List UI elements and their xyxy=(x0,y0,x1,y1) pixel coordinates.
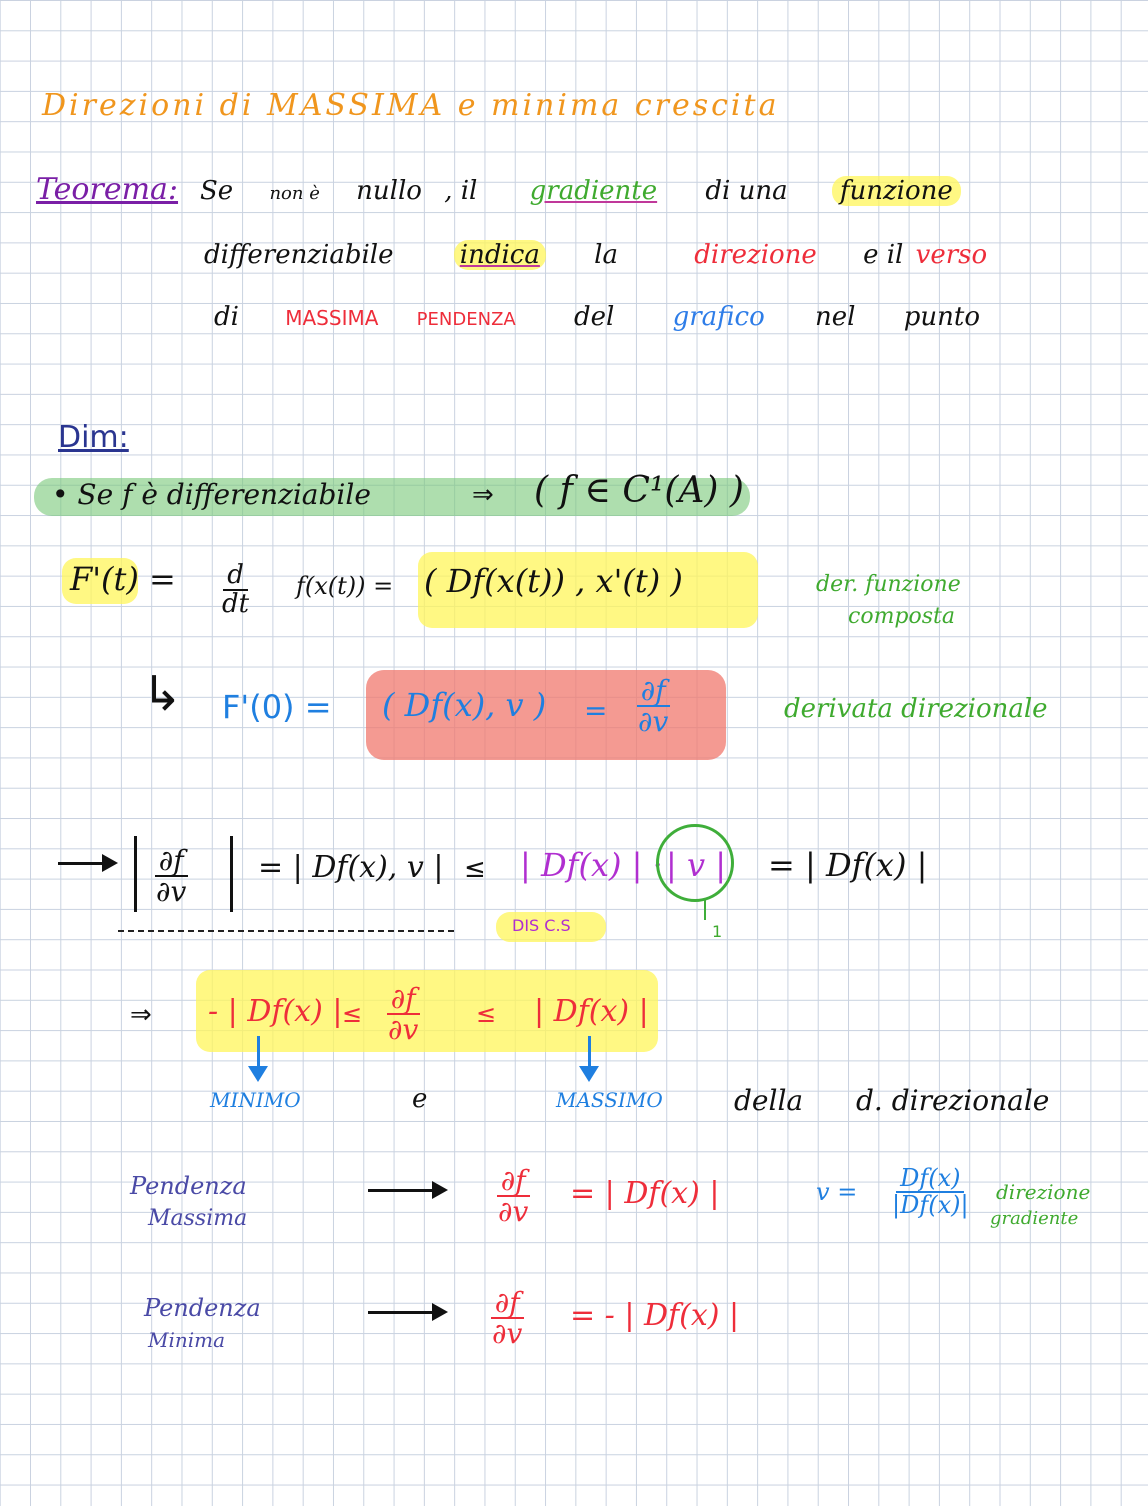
bounds-le-1: ≤ xyxy=(342,1000,363,1028)
word-massima: MASSIMA xyxy=(285,306,379,330)
word-la: la xyxy=(594,240,618,270)
note-composta-2: composta xyxy=(848,604,956,629)
page-title: Direzioni di MASSIMA e minima crescita xyxy=(42,88,780,123)
inequality-le: ≤ xyxy=(464,854,486,884)
word-grafico: grafico xyxy=(672,302,765,332)
bounds-dd: d. direzionale xyxy=(856,1084,1050,1117)
inequality-rhs: = | Df(x) | xyxy=(768,846,928,884)
dashed-underline xyxy=(118,930,454,932)
directional-equals: = xyxy=(584,694,608,727)
note-gradiente: gradiente xyxy=(990,1208,1079,1229)
min-arrow-line xyxy=(257,1036,260,1070)
word-punto: punto xyxy=(903,302,980,332)
pendenza-minima-2: Minima xyxy=(148,1328,226,1352)
dim-bullet: • Se f è differenziabile xyxy=(52,478,371,511)
v-denominator: |Df(x)| xyxy=(892,1191,969,1220)
word-del: del xyxy=(573,302,615,332)
cs-tag: DIS C.S xyxy=(512,916,571,935)
word-non-e: non è xyxy=(269,183,320,204)
word-pendenza: PENDENZA xyxy=(416,309,516,330)
note-direzione: direzione xyxy=(996,1180,1091,1204)
bounds-and: e xyxy=(412,1084,428,1114)
word-e-il: e il xyxy=(863,240,904,270)
norm-df: | Df(x) | · xyxy=(520,846,663,884)
abs-bar-right-1 xyxy=(230,836,233,912)
dv-abs-denominator: ∂v xyxy=(156,875,187,909)
implication-arrow-icon xyxy=(102,854,118,872)
max-label: MASSIMO xyxy=(556,1088,663,1112)
word-di-una: di una xyxy=(705,176,788,206)
df-bounds-numerator: ∂f xyxy=(387,984,420,1015)
df-dv-fraction-min xyxy=(488,1288,526,1349)
theorem-line-1 xyxy=(200,176,1060,206)
dim-class: ( f ∈ C¹(A) ) xyxy=(534,470,744,511)
theorem-label: Teorema: xyxy=(36,172,179,207)
word-differenziabile: differenziabile xyxy=(204,240,394,270)
min-row-arrow-line xyxy=(368,1311,434,1314)
norm-v: | v | xyxy=(666,846,726,884)
dim-label: Dim: xyxy=(58,420,129,455)
hook-arrow-icon: ↳ xyxy=(142,666,183,722)
df-dv-fraction-max xyxy=(494,1166,532,1227)
word-nel: nel xyxy=(815,302,856,332)
d-dt-fraction xyxy=(218,562,253,619)
df-dv-fraction-directional xyxy=(634,676,672,737)
bounds-left: - | Df(x) | xyxy=(208,994,343,1029)
v-equals: v = xyxy=(816,1178,858,1206)
inequality-middle: = | Df(x), v | xyxy=(258,850,444,885)
word-nullo: nullo xyxy=(356,176,422,206)
min-row-arrow-icon xyxy=(432,1303,448,1321)
note-derivata-direzionale: derivata direzionale xyxy=(784,694,1048,724)
dv-denominator: ∂v xyxy=(638,705,669,739)
word-indica: indica xyxy=(454,240,546,270)
implication-arrow-line xyxy=(58,862,104,865)
inner-product-chain: ( Df(x(t)) , x'(t) ) xyxy=(424,562,683,600)
max-arrow-icon xyxy=(579,1066,599,1082)
norm-equals-one: 1 xyxy=(712,922,723,941)
df-numerator: ∂f xyxy=(637,676,670,707)
norm-one-arrow-icon xyxy=(704,898,706,920)
dv-max-denominator: ∂v xyxy=(498,1195,529,1229)
max-row-rhs: = | Df(x) | xyxy=(570,1176,720,1211)
bounds-implies: ⇒ xyxy=(130,1000,152,1030)
word-direzione: direzione xyxy=(694,240,817,270)
max-row-arrow-icon xyxy=(432,1181,448,1199)
fprime-0: F'(0) = xyxy=(222,688,332,726)
note-composta-1: der. funzione xyxy=(816,572,961,597)
dv-min-denominator: ∂v xyxy=(492,1317,523,1351)
f-of-x-t: f(x(t)) = xyxy=(296,572,394,600)
pendenza-minima-1: Pendenza xyxy=(144,1294,261,1322)
df-min-numerator: ∂f xyxy=(491,1288,524,1319)
abs-bar-left-1 xyxy=(134,836,137,912)
theorem-line-3 xyxy=(214,302,1044,332)
min-arrow-icon xyxy=(248,1066,268,1082)
pendenza-massima-1: Pendenza xyxy=(130,1172,247,1200)
df-dv-fraction-bounds xyxy=(384,984,422,1045)
min-row-rhs: = - | Df(x) | xyxy=(570,1298,740,1333)
bounds-right: | Df(x) | xyxy=(534,994,649,1029)
theorem-line-2 xyxy=(204,240,1034,270)
inner-product-directional: ( Df(x), v ) xyxy=(382,686,547,724)
word-verso: verso xyxy=(915,240,988,270)
bounds-le-2: ≤ xyxy=(476,1000,497,1028)
d-numerator: d xyxy=(223,562,248,591)
df-dv-fraction-abs xyxy=(152,846,190,907)
v-numerator: Df(x) xyxy=(896,1166,964,1193)
dt-denominator: dt xyxy=(222,589,250,620)
v-fraction xyxy=(888,1166,973,1218)
word-gradiente: gradiente xyxy=(529,176,658,206)
fprime-t: F'(t) = xyxy=(70,560,176,598)
max-arrow-line xyxy=(588,1036,591,1070)
max-row-arrow-line xyxy=(368,1189,434,1192)
bounds-of: della xyxy=(734,1084,804,1117)
word-funzione: funzione xyxy=(832,176,961,206)
dv-bounds-denominator: ∂v xyxy=(388,1013,419,1047)
word-di: di xyxy=(214,302,239,332)
df-abs-numerator: ∂f xyxy=(155,846,188,877)
word-il: , il xyxy=(444,176,478,206)
df-max-numerator: ∂f xyxy=(497,1166,530,1197)
pendenza-massima-2: Massima xyxy=(148,1206,248,1231)
dim-implies: ⇒ xyxy=(472,480,494,510)
word-se: Se xyxy=(200,176,234,206)
min-label: MINIMO xyxy=(210,1088,301,1112)
